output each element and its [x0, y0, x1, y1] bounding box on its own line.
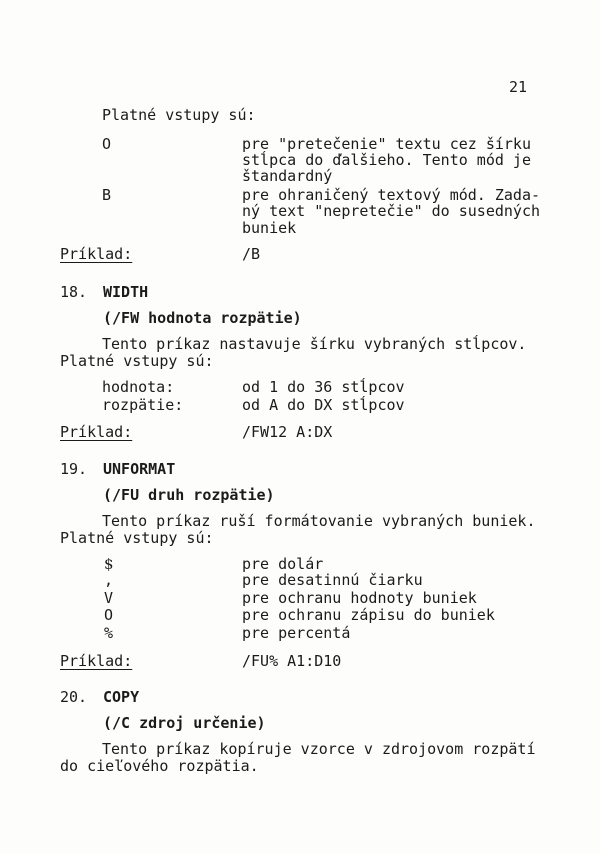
description-line: Tento príkaz ruší formátovanie vybraných buniek.	[102, 512, 536, 530]
input-desc-line: stĺpca do ďalšieho. Tento mód je	[242, 151, 531, 169]
page-number: 21	[509, 78, 528, 96]
example-label: Príklad:	[60, 652, 133, 670]
input-desc-line: pre ohraničený textový mód. Zada-	[242, 186, 541, 204]
input-value: od A do DX stĺpcov	[242, 396, 405, 414]
command-syntax: (/FU druh rozpätie)	[103, 486, 275, 504]
input-value: od 1 do 36 stĺpcov	[242, 378, 405, 396]
section-number: 19.	[60, 460, 88, 478]
input-key: %	[104, 624, 114, 642]
section-title: UNFORMAT	[103, 460, 176, 478]
description-line: Platné vstupy sú:	[60, 529, 214, 547]
command-syntax: (/C zdroj určenie)	[103, 714, 266, 732]
input-key: B	[102, 186, 112, 204]
example-value: /FW12 A:DX	[242, 423, 333, 441]
description-line: Platné vstupy sú:	[60, 352, 214, 370]
example-label: Príklad:	[60, 245, 133, 263]
description-line: do cieľového rozpätia.	[60, 757, 259, 775]
input-key: hodnota:	[102, 378, 175, 396]
description-line: Tento príkaz kopíruje vzorce v zdrojovom rozpätí	[102, 740, 536, 758]
input-key: $	[104, 555, 114, 573]
input-key: ,	[104, 571, 114, 589]
command-syntax: (/FW hodnota rozpätie)	[103, 309, 302, 327]
valid-inputs-label: Platné vstupy sú:	[102, 106, 256, 124]
input-value: pre percentá	[242, 624, 351, 642]
example-value: /FU% A1:D10	[242, 652, 342, 670]
example-label: Príklad:	[60, 423, 133, 441]
example-value: /B	[242, 245, 261, 263]
input-key: V	[104, 589, 114, 607]
input-key: O	[102, 135, 112, 153]
section-title: COPY	[103, 688, 140, 706]
input-value: pre desatinnú čiarku	[242, 571, 423, 589]
section-number: 20.	[60, 688, 88, 706]
input-key: rozpätie:	[102, 396, 184, 414]
section-number: 18.	[60, 283, 88, 301]
input-desc-line: buniek	[242, 219, 297, 237]
input-desc-line: pre "pretečenie" textu cez šírku	[242, 135, 531, 153]
input-value: pre ochranu zápisu do buniek	[242, 606, 495, 624]
section-title: WIDTH	[103, 283, 149, 301]
input-desc-line: ný text "nepretečie" do susedných	[242, 202, 541, 220]
input-key: O	[104, 606, 114, 624]
description-line: Tento príkaz nastavuje šírku vybraných stĺpcov.	[102, 335, 527, 353]
input-value: pre ochranu hodnoty buniek	[242, 589, 477, 607]
input-value: pre dolár	[242, 555, 324, 573]
input-desc-line: štandardný	[242, 167, 333, 185]
